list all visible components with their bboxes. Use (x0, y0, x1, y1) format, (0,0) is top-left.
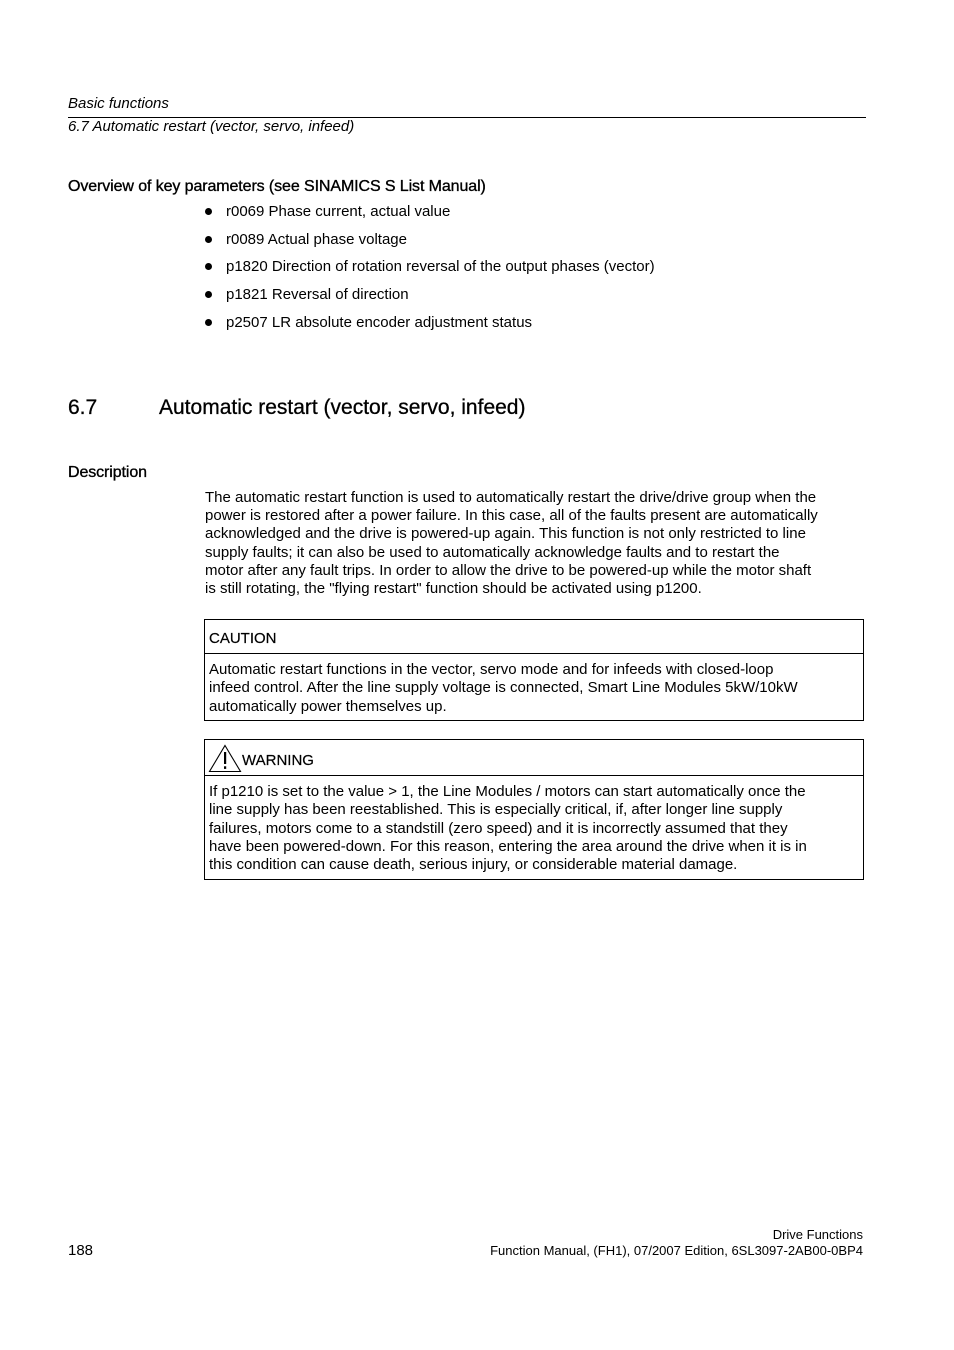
warning-line: have been powered-down. For this reason, entering the area around the drive when it is in (209, 837, 807, 855)
warning-label: WARNING (242, 752, 314, 769)
description-line: is still rotating, the "flying restart" function should be activated using p1200. (205, 580, 702, 598)
running-head-chapter: Basic functions (68, 95, 169, 112)
description-line: motor after any fault trips. In order to allow the drive to be powered-up while the motor shaft (205, 561, 812, 579)
caution-line: infeed control. After the line supply voltage is connected, Smart Line Modules 5kW/10kW (209, 679, 798, 697)
warning-line: this condition can cause death, serious injury, or considerable material damage. (209, 856, 738, 874)
description-line: supply faults; it can also be used to automatically acknowledge faults and to restart the (205, 543, 780, 561)
bullet-icon (205, 319, 212, 326)
bullet-icon (205, 263, 212, 270)
section-title: Automatic restart (vector, servo, infeed) (159, 396, 526, 419)
header-rule (68, 117, 866, 118)
caution-text (209, 661, 859, 716)
description-line: acknowledged and the drive is powered-up again. This function is not only restricted to line (205, 525, 806, 543)
warning-header (205, 740, 863, 776)
overview-heading: Overview of key parameters (see SINAMICS S List Manual) (68, 178, 486, 195)
caution-label: CAUTION (209, 630, 277, 647)
caution-box (204, 619, 864, 721)
description-line: power is restored after a power failure. In this case, all of the faults present are automatically (205, 507, 818, 525)
warning-line: If p1210 is set to the value > 1, the Line Modules / motors can start automatically once the (209, 783, 806, 800)
footer-doc-info: Function Manual, (FH1), 07/2007 Edition, 6SL3097-2AB00-0BP4 (490, 1243, 863, 1258)
warning-triangle-icon (208, 744, 242, 773)
bullet-icon (205, 208, 212, 215)
page-number: 188 (68, 1242, 94, 1259)
footer-doc-title: Drive Functions (772, 1227, 863, 1242)
warning-text (209, 783, 859, 874)
description-heading: Description (68, 464, 147, 481)
description-paragraph (205, 489, 866, 598)
running-head-section: 6.7 Automatic restart (vector, servo, infeed) (68, 118, 355, 135)
bullet-icon (205, 291, 212, 298)
caution-line: Automatic restart functions in the vector, servo mode and for infeeds with closed-loop (209, 661, 774, 678)
warning-box (204, 739, 864, 880)
bullet-icon (205, 236, 212, 243)
warning-line: failures, motors come to a standstill (zero speed) and it is incorrectly assumed that they (209, 819, 788, 837)
caution-line: automatically power themselves up. (209, 697, 447, 715)
warning-line: line supply has been reestablished. This is especially critical, if, after longer line supply (209, 801, 783, 819)
caution-header (205, 620, 863, 654)
section-number: 6.7 (68, 396, 98, 419)
description-line: The automatic restart function is used to automatically restart the drive/drive group when the (205, 489, 817, 506)
parameter-list: r0069 Phase current, actual value r0089 Actual phase voltage p1820 Direction of rotation reversal of the output phases (vector) p1821 Reversal of direction p2507 LR absolute encoder adjustment status (205, 203, 866, 343)
